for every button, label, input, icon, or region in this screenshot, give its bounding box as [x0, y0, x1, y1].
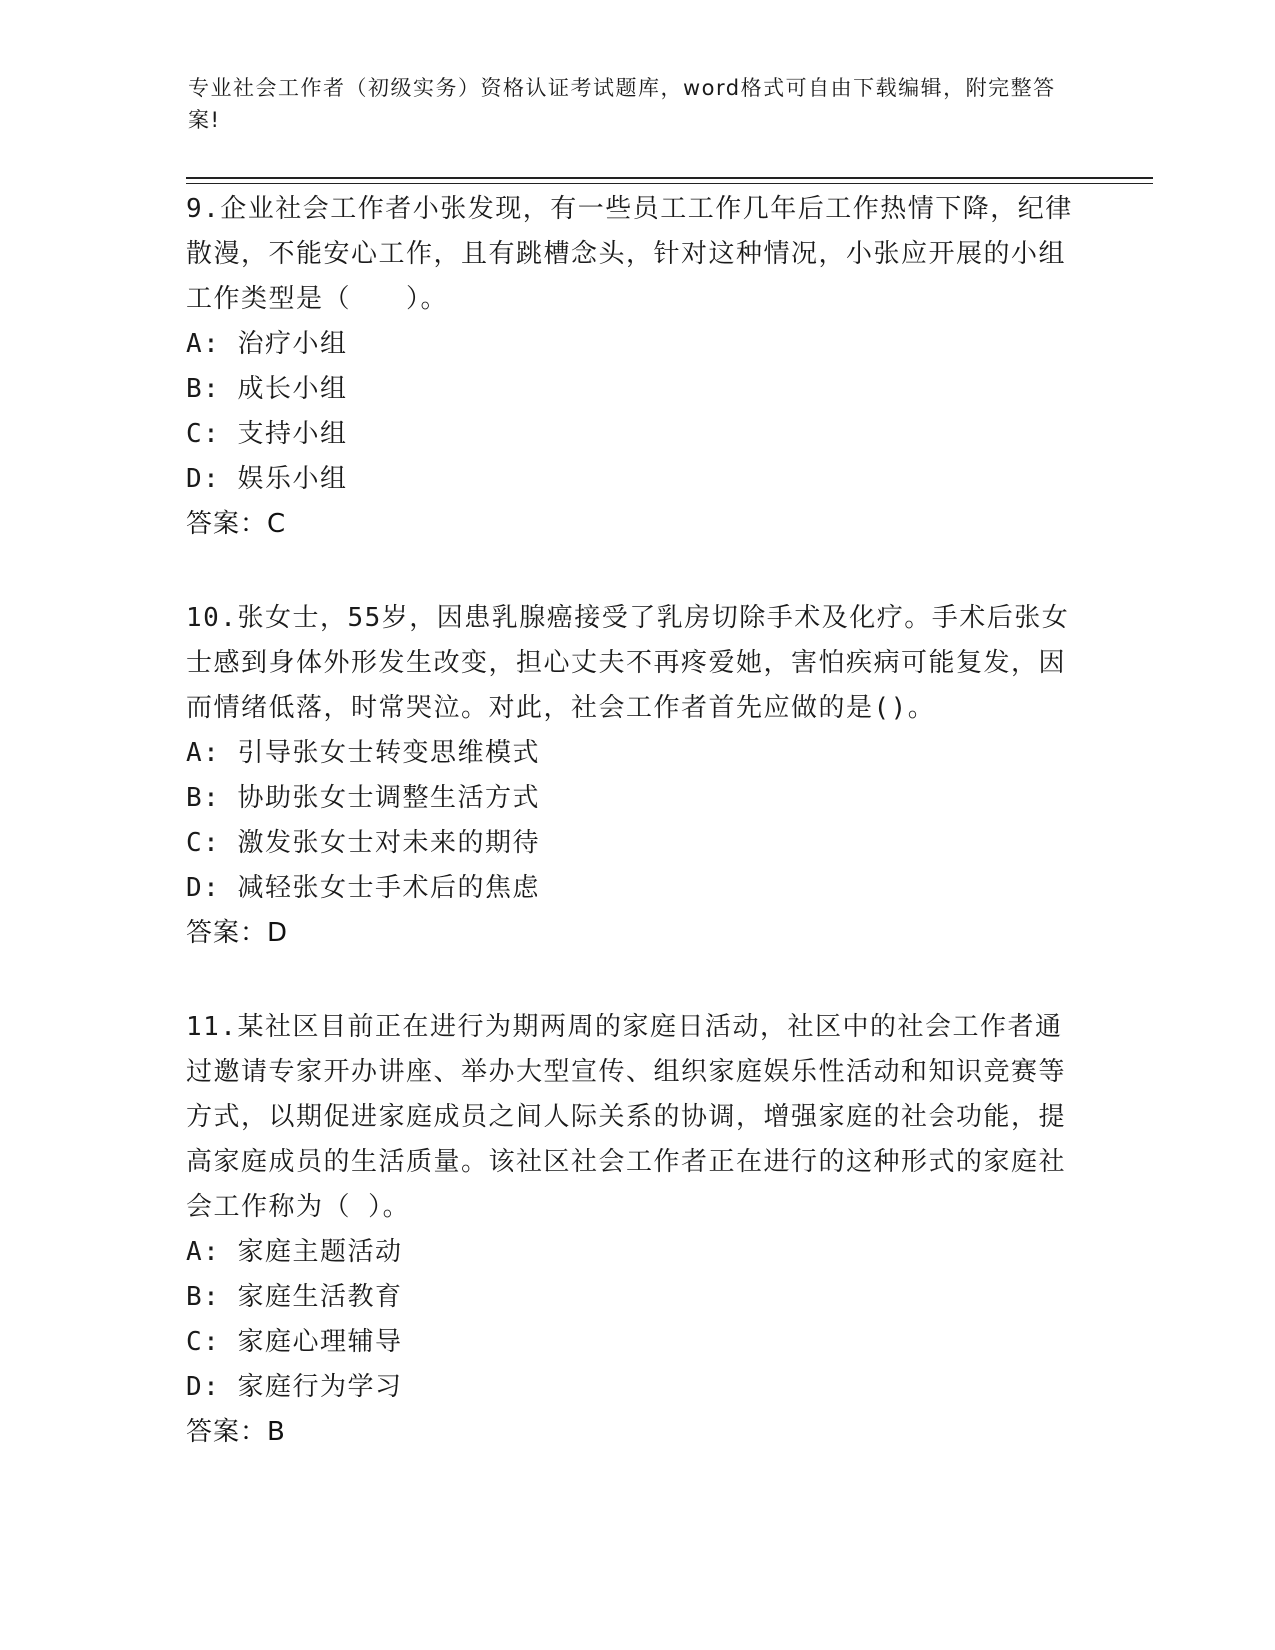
question-stem: 9.企业社会工作者小张发现，有一些员工工作几年后工作热情下降，纪律散漫，不能安心工作，且有跳槽念头，针对这种情况，小张应开展的小组工作类型是（ ）。 [186, 194, 1073, 314]
question-10 [186, 596, 1086, 956]
question-9 [186, 187, 1086, 547]
option-d: D: 娱乐小组 [186, 464, 348, 494]
option-a: A: 治疗小组 [186, 329, 348, 359]
option-d: D: 家庭行为学习 [186, 1372, 403, 1402]
answer-label: 答案：D [186, 918, 289, 948]
page-header: 专业社会工作者（初级实务）资格认证考试题库，word格式可自由下载编辑，附完整答案! [188, 76, 1056, 132]
option-a: A: 家庭主题活动 [186, 1237, 403, 1267]
question-stem: 10.张女士，55岁，因患乳腺癌接受了乳房切除手术及化疗。手术后张女士感到身体外形发生改变，担心丈夫不再疼爱她，害怕疾病可能复发，因而情绪低落，时常哭泣。对此，社会工作者首先应做的是()。 [186, 603, 1070, 723]
option-d: D: 减轻张女士手术后的焦虑 [186, 873, 540, 903]
option-a: A: 引导张女士转变思维模式 [186, 738, 540, 768]
question-stem: 11.某社区目前正在进行为期两周的家庭日活动，社区中的社会工作者通过邀请专家开办讲座、举办大型宣传、组织家庭娱乐性活动和知识竞赛等方式，以期促进家庭成员之间人际关系的协调，增强家庭的社会功能，提高家庭成员的生活质量。该社区社会工作者正在进行的这种形式的家庭社会工作称为（ ）。 [186, 1012, 1067, 1222]
header-divider-thin [186, 183, 1153, 184]
answer-label: 答案：C [186, 509, 287, 539]
question-11 [186, 1005, 1086, 1455]
answer-label: 答案：B [186, 1417, 286, 1447]
option-b: B: 协助张女士调整生活方式 [186, 783, 540, 813]
option-c: C: 支持小组 [186, 419, 348, 449]
option-b: B: 家庭生活教育 [186, 1282, 403, 1312]
option-b: B: 成长小组 [186, 374, 348, 404]
option-c: C: 激发张女士对未来的期待 [186, 828, 540, 858]
option-c: C: 家庭心理辅导 [186, 1327, 403, 1357]
header-divider-thick [186, 177, 1153, 179]
